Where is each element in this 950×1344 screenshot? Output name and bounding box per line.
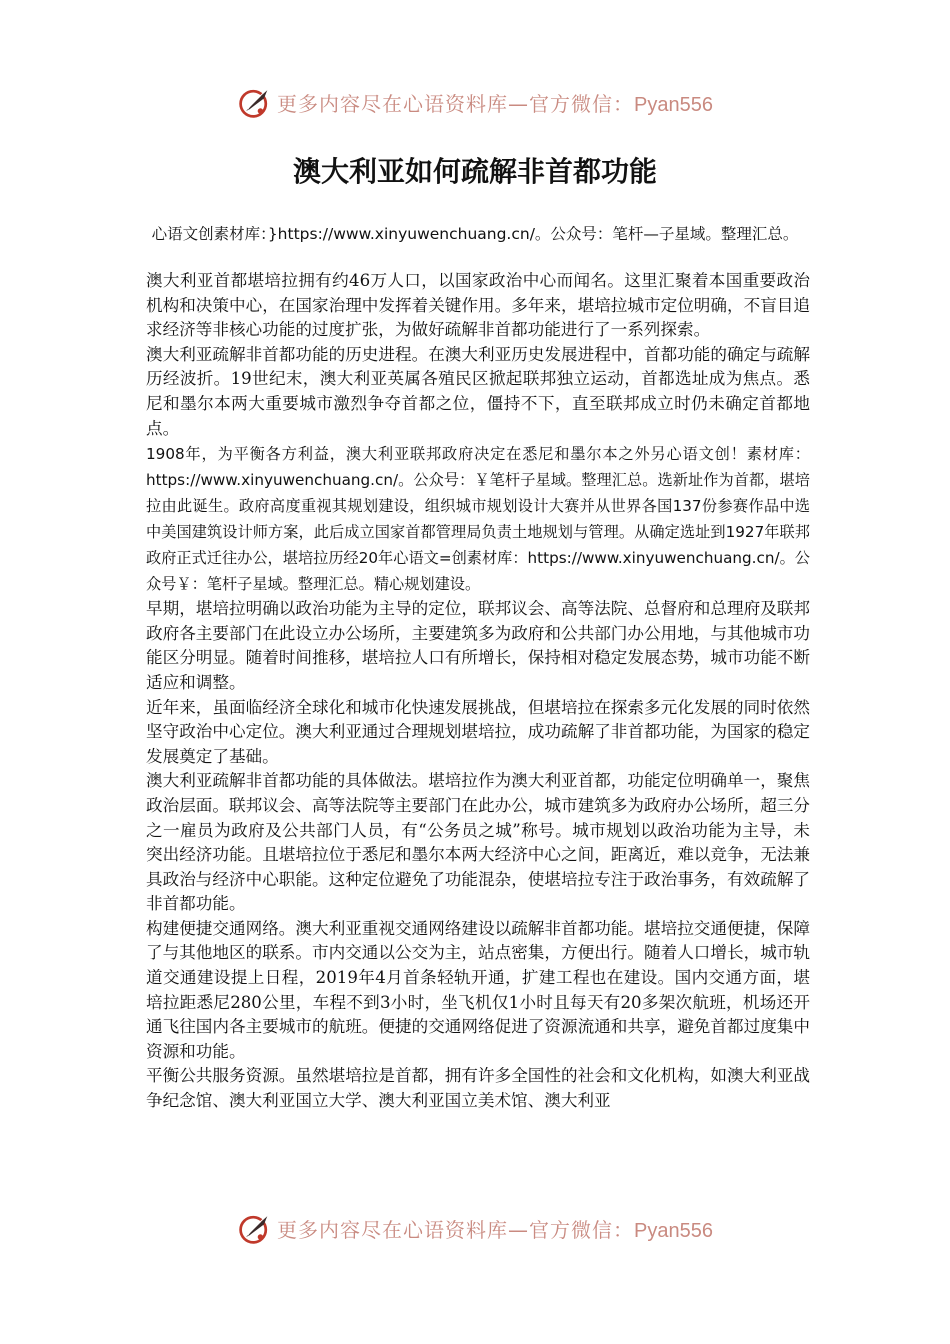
paragraph-5: 近年来，虽面临经济全球化和城市化快速发展挑战，但堪培拉在探索多元化发展的同时依然坚守政治中心定位。澳大利亚通过合理规划堪培拉，成功疏解了非首都功能，为国家的稳定发展奠定了基础。 bbox=[146, 697, 810, 766]
quill-pen-logo-icon bbox=[237, 84, 273, 120]
paragraph-8: 平衡公共服务资源。虽然堪培拉是首都，拥有许多全国性的社会和文化机构，如澳大利亚战争纪念馆、澳大利亚国立大学、澳大利亚国立美术馆、澳大利亚 bbox=[146, 1066, 810, 1111]
article-body bbox=[146, 269, 810, 1114]
paragraph-4: 早期，堪培拉明确以政治功能为主导的定位，联邦议会、高等法院、总督府和总理府及联邦政府各主要部门在此设立办公场所，主要建筑多为政府和公共部门办公用地，与其他城市功能区分明显。随着时间推移，堪培拉人口有所增长，保持相对稳定发展态势，城市功能不断适应和调整。 bbox=[146, 599, 810, 692]
paragraph-3: 1908年，为平衡各方利益，澳大利亚联邦政府决定在悉尼和墨尔本之外另心语文创！素材库：https://www.xinyuwenchuang.cn/。公众号：￥笔杆子星域。整理汇总。选新址作为首都，堪培拉由此诞生。政府高度重视其规划建设，组织城市规划设计大赛并从世界各国137份参赛作品中选中美国建筑设计师方案，此后成立国家首都管理局负责土地规划与管理。从确定选址到1927年联邦政府正式迁往办公，堪培拉历经20年心语文=创素材库：https://www.xinyuwenchuang.cn/。公众号￥：笔杆子星域。整理汇总。精心规划建设。 bbox=[146, 445, 810, 594]
paragraph-2: 澳大利亚疏解非首都功能的历史进程。在澳大利亚历史发展进程中，首都功能的确定与疏解历经波折。19世纪末，澳大利亚英属各殖民区掀起联邦独立运动，首都选址成为焦点。悉尼和墨尔本两大重要城市激烈争夺首都之位，僵持不下，直至联邦成立时仍未确定首都地点。 bbox=[146, 344, 810, 438]
paragraph-6: 澳大利亚疏解非首都功能的具体做法。堪培拉作为澳大利亚首都，功能定位明确单一，聚焦政治层面。联邦议会、高等法院等主要部门在此办公，城市建筑多为政府办公场所，超三分之一雇员为政府及公共部门人员，有“公务员之城”称号。城市规划以政治功能为主导，未突出经济功能。且堪培拉位于悉尼和墨尔本两大经济中心之间，距离近，难以竞争，无法兼具政治与经济中心职能。这种定位避免了功能混杂，使堪培拉专注于政治事务，有效疏解了非首都功能。 bbox=[146, 771, 810, 914]
source-line: 心语文创素材库：}https://www.xinyuwenchuang.cn/。公众号：笔杆—子星域。整理汇总。 bbox=[151, 225, 799, 243]
paragraph-1: 澳大利亚首都堪培拉拥有约46万人口，以国家政治中心而闻名。这里汇聚着本国重要政治机构和决策中心，在国家治理中发挥着关键作用。多年来，堪培拉城市定位明确，不盲目追求经济等非核心功能的过度扩张，为做好疏解非首都功能进行了一系列探索。 bbox=[146, 271, 810, 340]
page-title: 澳大利亚如何疏解非首都功能 bbox=[292, 155, 657, 188]
header-wechat-handle: Pyan556 bbox=[634, 93, 713, 116]
header-banner bbox=[0, 82, 950, 122]
header-banner-text: 更多内容尽在心语资料库—官方微信：Pyan556 bbox=[277, 91, 713, 116]
quill-pen-logo-icon bbox=[237, 1210, 273, 1246]
footer-wechat-handle: Pyan556 bbox=[634, 1219, 713, 1242]
paragraph-7: 构建便捷交通网络。澳大利亚重视交通网络建设以疏解非首都功能。堪培拉交通便捷，保障了与其他地区的联系。市内交通以公交为主，站点密集，方便出行。随着人口增长，城市轨道交通建设提上日程，2019年4月首条轻轨开通，扩建工程也在建设。国内交通方面，堪培拉距悉尼280公里，车程不到3小时，坐飞机仅1小时且每天有20多架次航班，机场还开通飞往国内各主要城市的航班。便捷的交通网络促进了资源流通和共享，避免首都过度集中资源和功能。 bbox=[146, 918, 810, 1061]
footer-banner-text: 更多内容尽在心语资料库—官方微信：Pyan556 bbox=[277, 1217, 713, 1242]
footer-banner bbox=[0, 1208, 950, 1248]
